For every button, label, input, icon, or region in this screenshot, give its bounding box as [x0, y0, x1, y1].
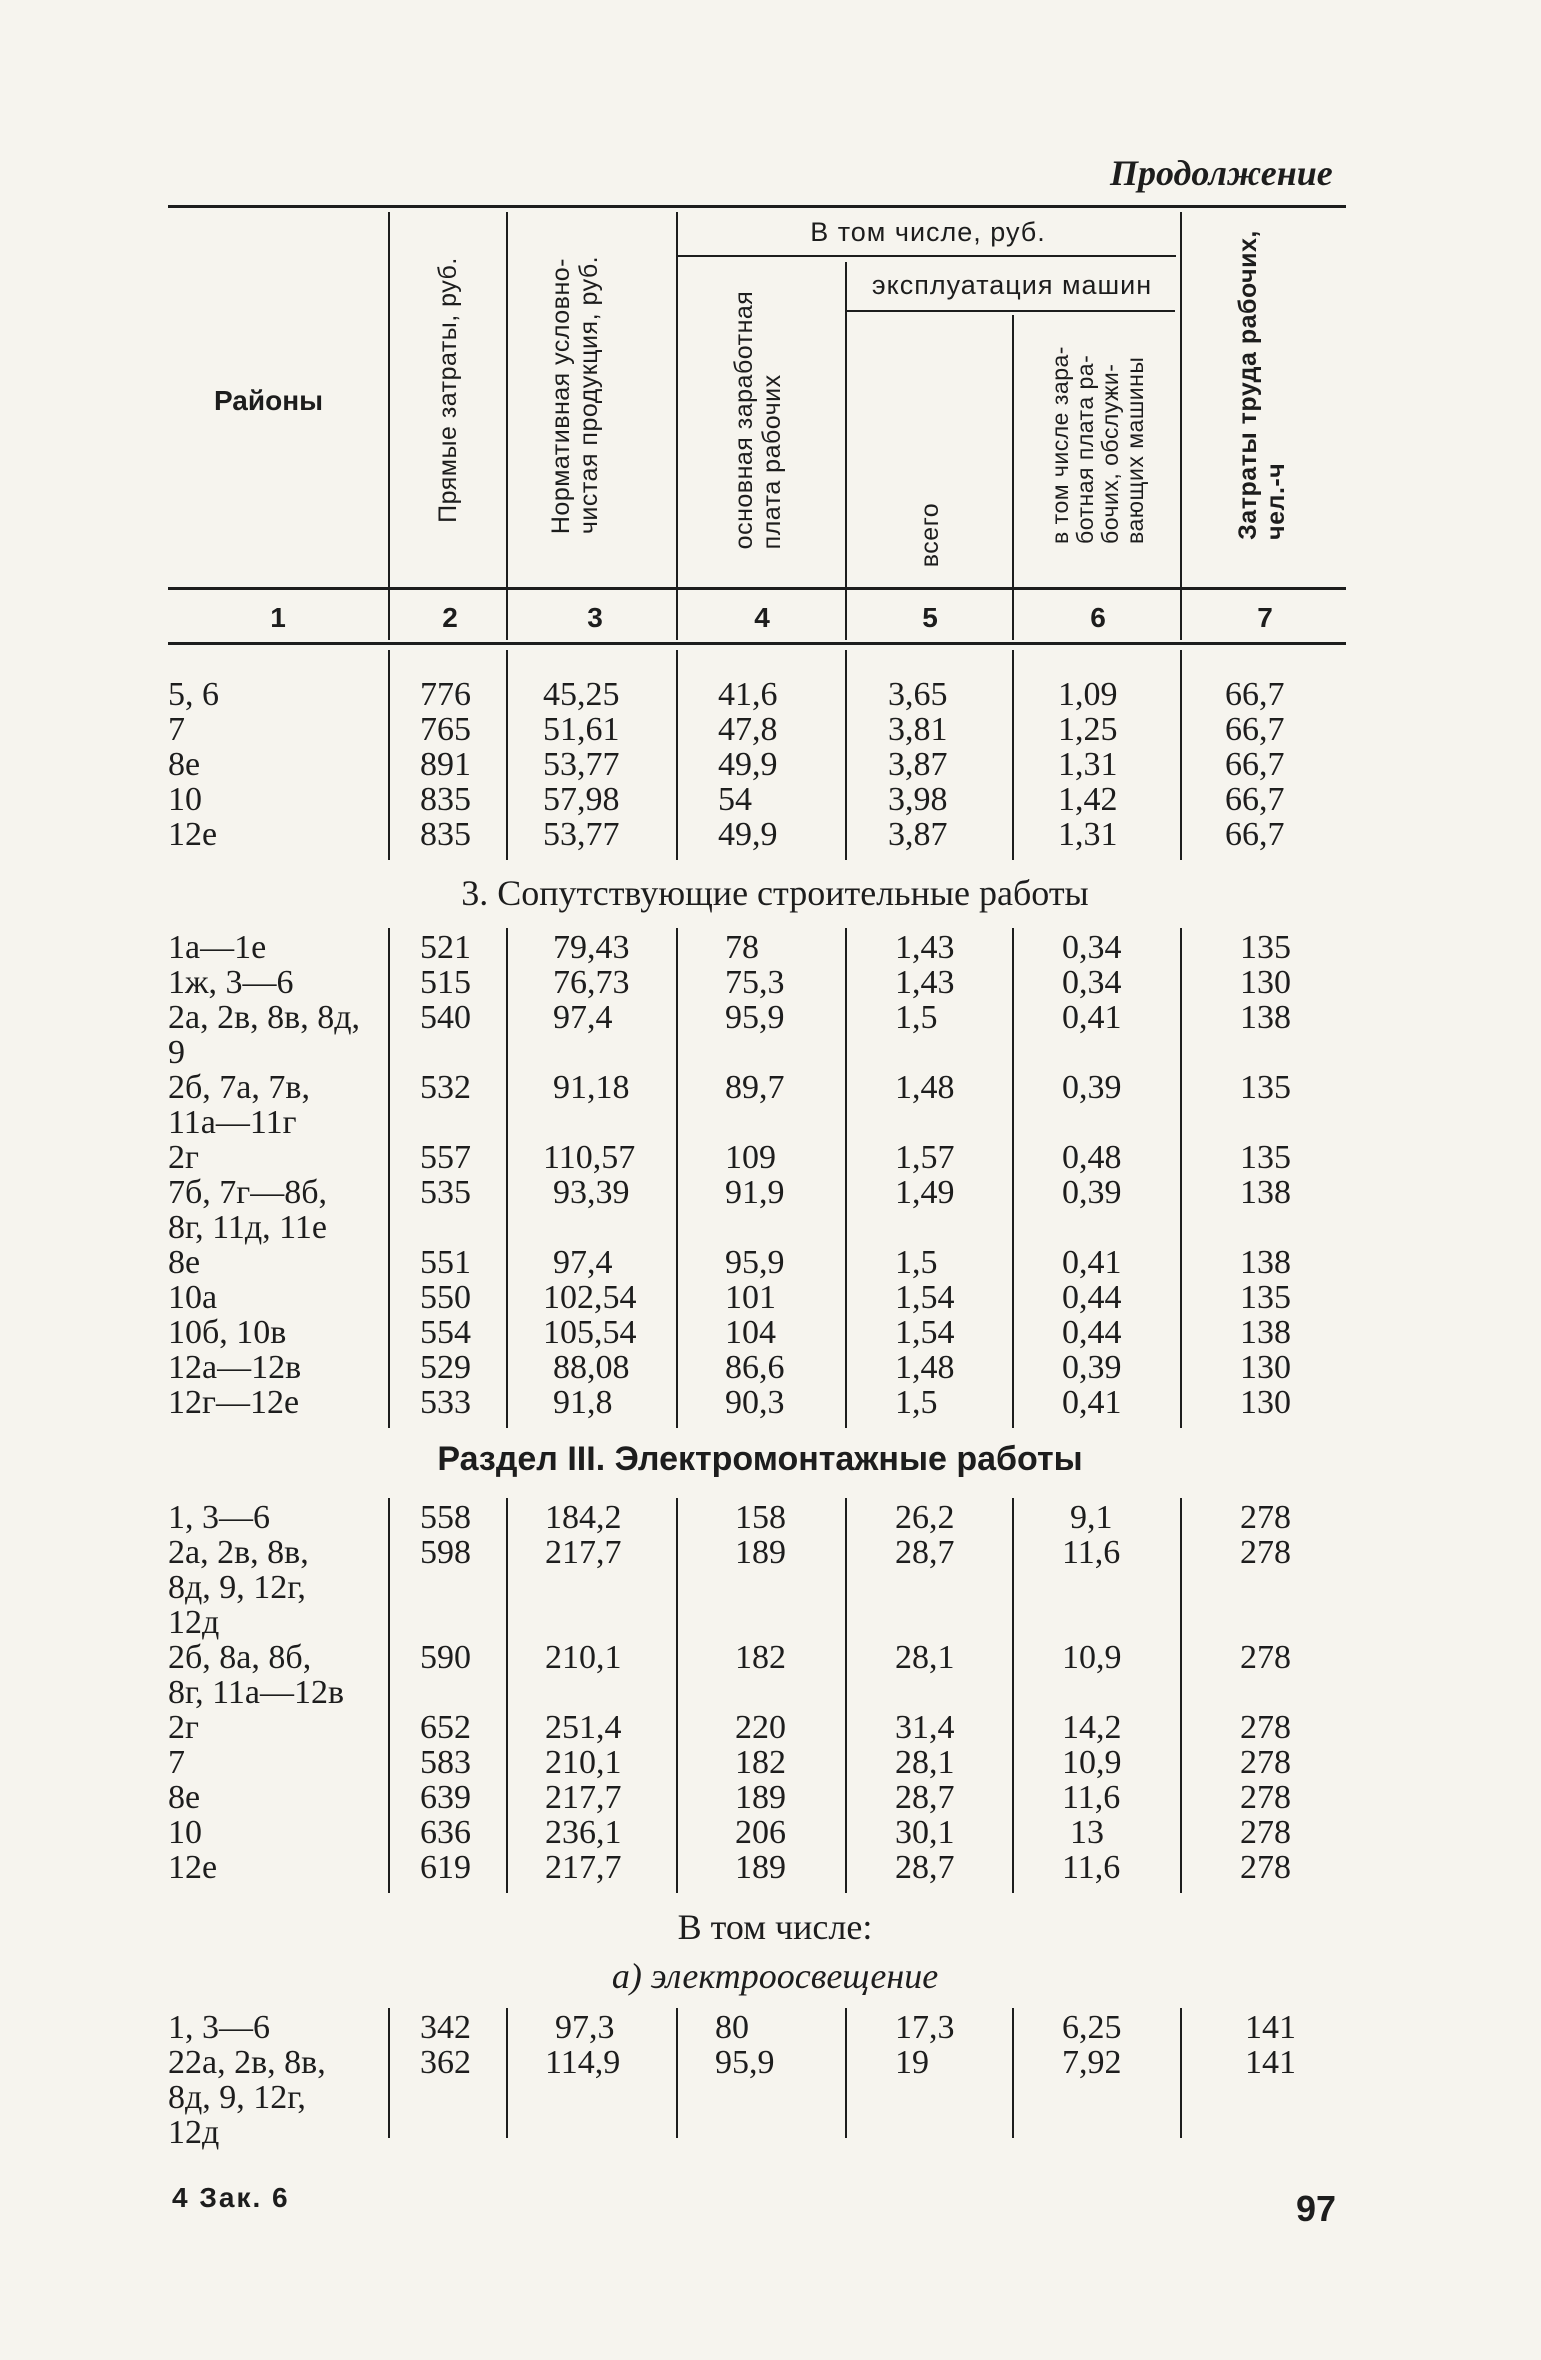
cell-normative-output: 105,54 [543, 1314, 637, 1351]
cell-machine-total: 1,49 [895, 1174, 955, 1211]
cell-machine-wages: 1,31 [1058, 816, 1118, 853]
cell-basic-wages: 49,9 [718, 746, 778, 783]
header-bottom-rule [168, 587, 1346, 590]
cell-machine-wages: 0,48 [1062, 1139, 1122, 1176]
body-divider [1180, 928, 1182, 1428]
body-divider [676, 2008, 678, 2138]
group-rule-ekspl [845, 310, 1175, 312]
header-col-labor-costs [1234, 230, 1290, 540]
cell-direct-costs: 533 [420, 1384, 471, 1421]
body-divider [1180, 2008, 1182, 2138]
header-text-line: чистая продукция, руб. [575, 255, 603, 535]
row-region: 12е [168, 1849, 218, 1886]
row-region: 2б, 8а, 8б, 8г, 11а—12в [168, 1639, 344, 1711]
cell-normative-output: 97,4 [553, 1244, 613, 1281]
cell-machine-total: 1,57 [895, 1139, 955, 1176]
header-col-basic-wages [730, 291, 786, 550]
body-divider [845, 2008, 847, 2138]
cell-direct-costs: 540 [420, 999, 471, 1036]
cell-labor-costs: 66,7 [1225, 676, 1285, 713]
cell-normative-output: 217,7 [545, 1534, 622, 1571]
cell-normative-output: 93,39 [553, 1174, 630, 1211]
body-divider [676, 1498, 678, 1893]
cell-machine-total: 1,54 [895, 1314, 955, 1351]
cell-labor-costs: 278 [1240, 1709, 1291, 1746]
cell-machine-total: 17,3 [895, 2009, 955, 2046]
row-region: 2б, 7а, 7в, 11а—11г [168, 1069, 310, 1141]
header-text-line: бочих, обслужи- [1097, 363, 1123, 544]
cell-basic-wages: 80 [715, 2009, 749, 2046]
cell-basic-wages: 78 [725, 929, 759, 966]
body-divider [1012, 1498, 1014, 1893]
cell-labor-costs: 141 [1245, 2044, 1296, 2081]
row-region: 10 [168, 1814, 202, 1851]
cell-machine-wages: 0,39 [1062, 1174, 1122, 1211]
cell-labor-costs: 278 [1240, 1639, 1291, 1676]
section-title: 3. Сопутствующие строительные работы [461, 873, 1089, 913]
cell-machine-total: 3,87 [888, 816, 948, 853]
row-region: 2а, 2в, 8в, 8д, 9, 12г, 12д [168, 1534, 309, 1641]
row-region: 10а [168, 1279, 218, 1316]
cell-machine-wages: 13 [1070, 1814, 1104, 1851]
cell-direct-costs: 515 [420, 964, 471, 1001]
header-divider [676, 212, 678, 640]
section-title: В том числе: [677, 1907, 873, 1947]
cell-basic-wages: 91,9 [725, 1174, 785, 1211]
cell-labor-costs: 278 [1240, 1814, 1291, 1851]
cell-labor-costs: 135 [1240, 929, 1291, 966]
body-divider [845, 1498, 847, 1893]
cell-labor-costs: 138 [1240, 999, 1291, 1036]
column-number-5: 5 [922, 602, 938, 633]
column-number-2: 2 [442, 602, 458, 633]
cell-basic-wages: 75,3 [725, 964, 785, 1001]
cell-machine-total: 28,7 [895, 1779, 955, 1816]
cell-normative-output: 236,1 [545, 1814, 622, 1851]
cell-labor-costs: 130 [1240, 1349, 1291, 1386]
cell-machine-total: 1,48 [895, 1349, 955, 1386]
cell-machine-wages: 11,6 [1062, 1534, 1121, 1571]
row-region: 8е [168, 1779, 201, 1816]
cell-machine-wages: 0,41 [1062, 999, 1122, 1036]
cell-normative-output: 76,73 [553, 964, 630, 1001]
row-region: 7 [168, 1744, 185, 1781]
cell-basic-wages: 95,9 [715, 2044, 775, 2081]
row-region: 8е [168, 746, 201, 783]
cell-basic-wages: 182 [735, 1744, 786, 1781]
cell-direct-costs: 835 [420, 816, 471, 853]
body-divider [676, 650, 678, 860]
cell-basic-wages: 95,9 [725, 1244, 785, 1281]
cell-normative-output: 51,61 [543, 711, 620, 748]
cell-machine-wages: 10,9 [1062, 1639, 1122, 1676]
body-divider [676, 928, 678, 1428]
cell-normative-output: 114,9 [545, 2044, 621, 2081]
cell-labor-costs: 130 [1240, 964, 1291, 1001]
row-region: 12е [168, 816, 218, 853]
cell-direct-costs: 891 [420, 746, 471, 783]
row-region: 7 [168, 711, 185, 748]
header-text-line: Нормативная условно- [547, 258, 575, 535]
header-group-vtom: В том числе, руб. [810, 217, 1046, 247]
section-title: Раздел III. Электромонтажные работы [437, 1440, 1083, 1478]
cell-machine-total: 1,43 [895, 929, 955, 966]
colnum-bottom-rule [168, 642, 1346, 645]
table-top-rule [168, 205, 1346, 208]
cell-direct-costs: 765 [420, 711, 471, 748]
cell-basic-wages: 49,9 [718, 816, 778, 853]
cell-direct-costs: 532 [420, 1069, 471, 1106]
header-text-line: основная заработная [730, 290, 758, 550]
header-col-direct-costs: Прямые затраты, руб. [434, 257, 462, 523]
body-divider [506, 1498, 508, 1893]
row-region: 8е [168, 1244, 201, 1281]
cell-labor-costs: 135 [1240, 1139, 1291, 1176]
column-number-4: 4 [754, 602, 770, 633]
cell-machine-wages: 0,44 [1062, 1279, 1122, 1316]
cell-normative-output: 217,7 [545, 1779, 622, 1816]
cell-basic-wages: 101 [725, 1279, 776, 1316]
column-number-3: 3 [587, 602, 603, 633]
row-region: 2а, 2в, 8в, 8д, 9 [168, 999, 360, 1071]
cell-machine-wages: 1,42 [1058, 781, 1118, 818]
header-text-line: в том числе зара- [1047, 346, 1073, 544]
cell-direct-costs: 557 [420, 1139, 471, 1176]
cell-labor-costs: 130 [1240, 1384, 1291, 1421]
cell-direct-costs: 619 [420, 1849, 471, 1886]
cell-normative-output: 210,1 [545, 1639, 622, 1676]
cell-machine-wages: 6,25 [1062, 2009, 1122, 2046]
continuation-label: Продолжение [1110, 153, 1333, 193]
cell-direct-costs: 776 [420, 676, 471, 713]
cell-labor-costs: 278 [1240, 1534, 1291, 1571]
cell-labor-costs: 278 [1240, 1499, 1291, 1536]
body-divider [845, 928, 847, 1428]
cell-normative-output: 53,77 [543, 746, 620, 783]
printer-order-note: 4 Зак. 6 [172, 2182, 290, 2213]
header-divider [1012, 315, 1014, 640]
cell-normative-output: 91,18 [553, 1069, 630, 1106]
cell-machine-total: 30,1 [895, 1814, 955, 1851]
header-divider [1180, 212, 1182, 640]
cell-basic-wages: 41,6 [718, 676, 778, 713]
cell-machine-total: 19 [895, 2044, 929, 2081]
body-divider [1012, 650, 1014, 860]
header-divider [506, 212, 508, 640]
cell-machine-wages: 0,39 [1062, 1349, 1122, 1386]
cell-basic-wages: 54 [718, 781, 752, 818]
cell-basic-wages: 220 [735, 1709, 786, 1746]
cell-direct-costs: 652 [420, 1709, 471, 1746]
cell-labor-costs: 138 [1240, 1314, 1291, 1351]
cell-direct-costs: 554 [420, 1314, 471, 1351]
row-region: 22а, 2в, 8в, 8д, 9, 12г, 12д [168, 2044, 326, 2151]
cell-basic-wages: 182 [735, 1639, 786, 1676]
cell-labor-costs: 141 [1245, 2009, 1296, 2046]
cell-labor-costs: 278 [1240, 1849, 1291, 1886]
cell-machine-total: 26,2 [895, 1499, 955, 1536]
cell-machine-wages: 0,41 [1062, 1244, 1122, 1281]
cell-direct-costs: 583 [420, 1744, 471, 1781]
row-region: 1а—1е [168, 929, 267, 966]
row-region: 5, 6 [168, 676, 219, 713]
cell-normative-output: 45,25 [543, 676, 620, 713]
cell-labor-costs: 135 [1240, 1069, 1291, 1106]
header-text-line: ботная плата ра- [1072, 354, 1098, 544]
body-divider [506, 2008, 508, 2138]
cell-direct-costs: 558 [420, 1499, 471, 1536]
body-divider [506, 928, 508, 1428]
cell-basic-wages: 158 [735, 1499, 786, 1536]
cell-machine-total: 1,5 [895, 1244, 938, 1281]
cell-normative-output: 97,4 [553, 999, 613, 1036]
cell-machine-total: 3,98 [888, 781, 948, 818]
cell-direct-costs: 835 [420, 781, 471, 818]
cell-direct-costs: 362 [420, 2044, 471, 2081]
cell-basic-wages: 86,6 [725, 1349, 785, 1386]
cell-machine-total: 28,7 [895, 1534, 955, 1571]
header-col-normative-output [547, 256, 603, 534]
column-number-1: 1 [270, 602, 286, 633]
page-number: 97 [1296, 2188, 1337, 2229]
cell-machine-total: 1,54 [895, 1279, 955, 1316]
cell-normative-output: 184,2 [545, 1499, 622, 1536]
cell-labor-costs: 135 [1240, 1279, 1291, 1316]
cell-normative-output: 53,77 [543, 816, 620, 853]
row-region: 2г [168, 1139, 199, 1176]
header-text-line: вающих машины [1122, 356, 1148, 544]
cell-basic-wages: 89,7 [725, 1069, 785, 1106]
row-region: 12г—12е [168, 1384, 300, 1421]
cell-machine-wages: 0,34 [1062, 964, 1122, 1001]
cell-basic-wages: 189 [735, 1779, 786, 1816]
cell-direct-costs: 342 [420, 2009, 471, 2046]
cell-machine-total: 1,43 [895, 964, 955, 1001]
cell-labor-costs: 66,7 [1225, 816, 1285, 853]
cell-direct-costs: 598 [420, 1534, 471, 1571]
cell-normative-output: 110,57 [543, 1139, 636, 1176]
cell-machine-total: 1,5 [895, 999, 938, 1036]
header-text-line: плата рабочих [758, 374, 786, 550]
header-group-machine-operation: эксплуатация машин [871, 270, 1153, 300]
cell-machine-wages: 10,9 [1062, 1744, 1122, 1781]
cell-machine-wages: 9,1 [1070, 1499, 1113, 1536]
cell-normative-output: 102,54 [543, 1279, 637, 1316]
header-divider [388, 212, 390, 640]
cell-basic-wages: 90,3 [725, 1384, 785, 1421]
body-divider [1012, 2008, 1014, 2138]
cell-machine-total: 1,5 [895, 1384, 938, 1421]
cell-machine-total: 28,7 [895, 1849, 955, 1886]
cell-direct-costs: 639 [420, 1779, 471, 1816]
cell-labor-costs: 278 [1240, 1744, 1291, 1781]
row-region: 12а—12в [168, 1349, 302, 1386]
column-number-7: 7 [1257, 602, 1273, 633]
cell-basic-wages: 206 [735, 1814, 786, 1851]
cell-labor-costs: 138 [1240, 1244, 1291, 1281]
row-region: 1ж, 3—6 [168, 964, 294, 1001]
cell-machine-wages: 11,6 [1062, 1849, 1121, 1886]
cell-direct-costs: 550 [420, 1279, 471, 1316]
cell-labor-costs: 138 [1240, 1174, 1291, 1211]
cell-machine-total: 3,65 [888, 676, 948, 713]
header-col-total: всего [916, 502, 944, 568]
cell-machine-wages: 0,44 [1062, 1314, 1122, 1351]
cell-machine-total: 3,87 [888, 746, 948, 783]
header-divider [845, 262, 847, 640]
cell-direct-costs: 551 [420, 1244, 471, 1281]
cell-basic-wages: 95,9 [725, 999, 785, 1036]
cell-direct-costs: 529 [420, 1349, 471, 1386]
cell-direct-costs: 521 [420, 929, 471, 966]
cell-machine-total: 31,4 [895, 1709, 955, 1746]
cell-normative-output: 97,3 [555, 2009, 615, 2046]
row-region: 10б, 10в [168, 1314, 287, 1351]
cell-normative-output: 251,4 [545, 1709, 622, 1746]
cell-labor-costs: 278 [1240, 1779, 1291, 1816]
cell-machine-total: 28,1 [895, 1639, 955, 1676]
cell-machine-wages: 1,31 [1058, 746, 1118, 783]
cell-normative-output: 217,7 [545, 1849, 622, 1886]
group-rule-vtom [676, 255, 1176, 257]
cell-direct-costs: 535 [420, 1174, 471, 1211]
cell-direct-costs: 590 [420, 1639, 471, 1676]
body-divider [1180, 1498, 1182, 1893]
cell-machine-wages: 0,34 [1062, 929, 1122, 966]
body-divider [1012, 928, 1014, 1428]
cell-machine-wages: 0,41 [1062, 1384, 1122, 1421]
cell-machine-wages: 11,6 [1062, 1779, 1121, 1816]
row-region: 2г [168, 1709, 199, 1746]
row-region: 1, 3—6 [168, 2009, 270, 2046]
body-divider [1180, 650, 1182, 860]
cell-machine-total: 28,1 [895, 1744, 955, 1781]
header-col-machine-wages [1048, 346, 1148, 544]
cell-machine-wages: 0,39 [1062, 1069, 1122, 1106]
cell-machine-wages: 7,92 [1062, 2044, 1122, 2081]
cell-basic-wages: 47,8 [718, 711, 778, 748]
cell-direct-costs: 636 [420, 1814, 471, 1851]
cell-basic-wages: 189 [735, 1849, 786, 1886]
cell-normative-output: 57,98 [543, 781, 620, 818]
row-region: 1, 3—6 [168, 1499, 270, 1536]
cell-normative-output: 88,08 [553, 1349, 630, 1386]
cell-machine-wages: 1,09 [1058, 676, 1118, 713]
cell-machine-total: 3,81 [888, 711, 948, 748]
column-number-6: 6 [1090, 602, 1106, 633]
section-subtitle: а) электроосвещение [611, 1956, 939, 1996]
body-divider [506, 650, 508, 860]
cell-basic-wages: 189 [735, 1534, 786, 1571]
cell-normative-output: 79,43 [553, 929, 630, 966]
cell-labor-costs: 66,7 [1225, 781, 1285, 818]
cell-machine-wages: 1,25 [1058, 711, 1118, 748]
cell-machine-wages: 14,2 [1062, 1709, 1122, 1746]
header-col-regions: Районы [214, 385, 324, 416]
header-text-line: Затраты труда рабочих, [1234, 230, 1262, 540]
header-text-line: чел.-ч [1262, 462, 1290, 540]
cell-normative-output: 210,1 [545, 1744, 622, 1781]
cell-labor-costs: 66,7 [1225, 746, 1285, 783]
row-region: 10 [168, 781, 202, 818]
row-region: 7б, 7г—8б, 8г, 11д, 11е [168, 1174, 328, 1246]
cell-basic-wages: 109 [725, 1139, 776, 1176]
cell-basic-wages: 104 [725, 1314, 776, 1351]
cell-machine-total: 1,48 [895, 1069, 955, 1106]
cell-normative-output: 91,8 [553, 1384, 613, 1421]
body-divider [845, 650, 847, 860]
cell-labor-costs: 66,7 [1225, 711, 1285, 748]
